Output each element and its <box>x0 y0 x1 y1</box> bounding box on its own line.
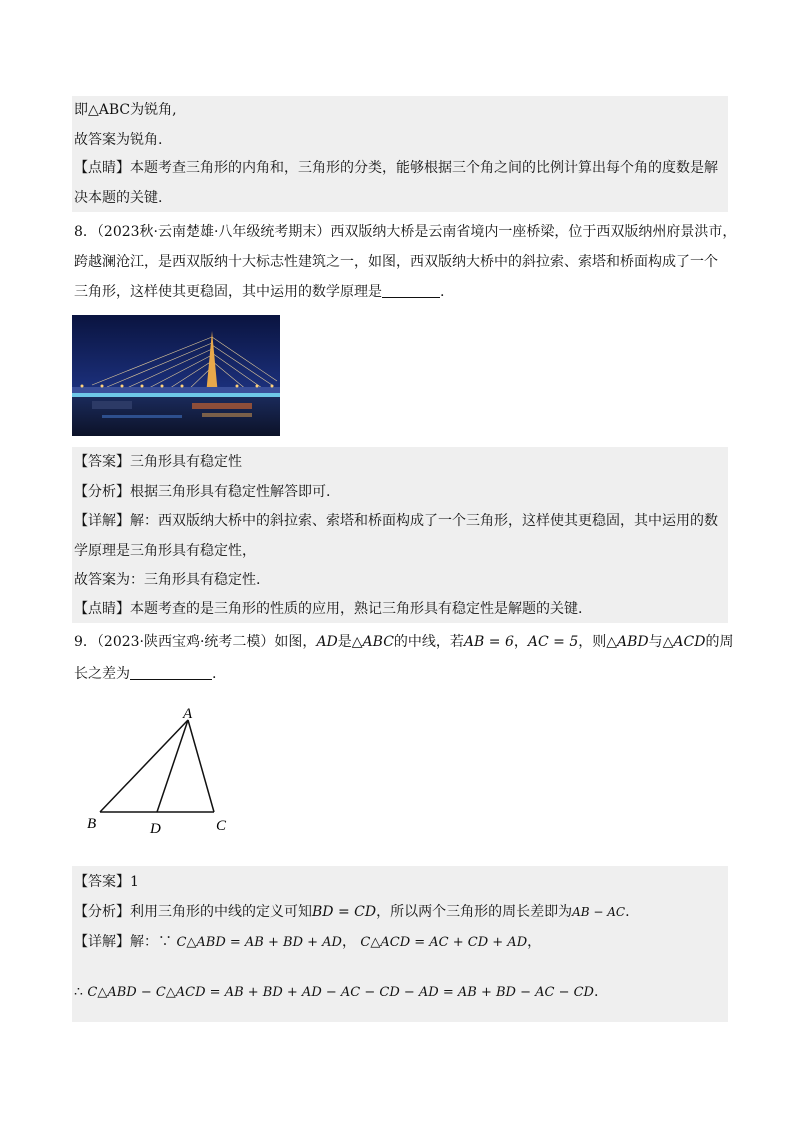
q9-analysis-end: . <box>625 904 630 920</box>
q8-detail-1: 【详解】解：西双版纳大桥中的斜拉索、索塔和桥面构成了一个三角形，这样使其更稳固，其中运用的数 <box>74 513 718 529</box>
side-ac <box>188 720 214 812</box>
q9-tri-abd: △ABD <box>606 634 649 650</box>
q8-line-3 <box>74 282 444 302</box>
q8-final: 故答案为：三角形具有稳定性. <box>74 572 261 588</box>
q9-analysis-text: 【分析】利用三角形的中线的定义可知 <box>74 904 312 920</box>
q8-line-3-text: 三角形，这样使其更稳固，其中运用的数学原理是 <box>74 284 382 300</box>
q9-answer-blank <box>130 665 212 680</box>
q7-line-2: 故答案为锐角. <box>74 132 163 148</box>
q9-ab-eq: AB = 6 <box>463 634 514 650</box>
q9-detail <box>74 932 541 953</box>
point-d-label: D <box>150 821 161 837</box>
vertex-b-label: B <box>87 816 97 832</box>
q9-intro: 9．（2023·陕西宝鸡·统考二模）如图， <box>74 634 317 650</box>
q7-comment-1: 【点睛】本题考查三角形的内角和，三角形的分类，能够根据三个角之间的比例计算出每个角的度数是解 <box>74 160 718 176</box>
q8-shaded-block <box>72 447 728 623</box>
q9-ac-eq: AC = 5 <box>527 634 579 650</box>
q8-line-3-end: . <box>440 284 445 300</box>
q9-eq-1: C△ABD = AB + BD + AD <box>176 935 342 950</box>
vertex-a-label: A <box>183 706 193 722</box>
q7-comment-2: 决本题的关键. <box>74 190 163 206</box>
q8-detail-2: 学原理是三角形具有稳定性， <box>74 543 256 559</box>
q9-eq-comma: ， <box>341 934 356 950</box>
q8-answer: 【答案】三角形具有稳定性 <box>74 454 242 470</box>
q8-line-2: 跨越澜沧江，是西双版纳十大标志性建筑之一，如图，西双版纳大桥中的斜拉索、索塔和桥面构成了一个 <box>74 254 718 270</box>
q9-line-2-text: 长之差为 <box>74 666 130 682</box>
bridge-photo <box>72 315 280 436</box>
q8-answer-blank <box>382 283 440 298</box>
q7-line-1: 即△ABC为锐角, <box>74 102 177 118</box>
vertex-c-label: C <box>216 818 227 834</box>
q8-line-1: 8．（2023秋·云南楚雄·八年级统考期末）西双版纳大桥是云南省境内一座桥梁，位于西双版纳州府景洪市， <box>74 224 737 240</box>
q9-and: 与 <box>648 634 663 650</box>
q9-line-2 <box>74 664 216 684</box>
median-ad <box>157 720 188 812</box>
q9-median: 的中线，若 <box>393 634 464 650</box>
q9-eq-3-end: . <box>593 984 599 1000</box>
q9-ad: AD <box>316 634 338 650</box>
q9-comma: ， <box>513 634 528 650</box>
therefore-symbol: ∴ <box>74 984 83 1000</box>
q9-then: ，则 <box>578 634 607 650</box>
q9-tri-acd: △ACD <box>662 634 706 650</box>
q9-line-1 <box>74 632 733 652</box>
q9-line-2-end: . <box>212 666 217 682</box>
q9-answer: 【答案】1 <box>74 874 139 890</box>
q9-bd-cd: BD = CD <box>312 904 377 920</box>
q9-analysis <box>74 902 630 922</box>
q9-derivation <box>74 982 598 1003</box>
q9-eq-2: C△ACD = AC + CD + AD <box>360 935 528 950</box>
q9-ab-ac: AB − AC <box>572 905 626 919</box>
q9-zhou: 的周 <box>705 634 734 650</box>
side-ab <box>100 720 188 812</box>
q9-detail-text: 【详解】解：∵ <box>74 934 172 950</box>
q9-eq-2-end: ， <box>527 934 542 950</box>
q9-tri-abc: △ABC <box>351 634 394 650</box>
q8-comment: 【点睛】本题考查的是三角形的性质的应用，熟记三角形具有稳定性是解题的关键. <box>74 601 583 617</box>
q8-analysis: 【分析】根据三角形具有稳定性解答即可. <box>74 484 331 500</box>
q9-is: 是 <box>337 634 352 650</box>
q9-analysis-mid: ，所以两个三角形的周长差即为 <box>376 904 573 920</box>
q9-eq-3: C△ABD − C△ACD = AB + BD + AD − AC − CD − AD = AB + BD − AC − CD <box>87 985 594 1000</box>
triangle-figure <box>80 700 250 844</box>
